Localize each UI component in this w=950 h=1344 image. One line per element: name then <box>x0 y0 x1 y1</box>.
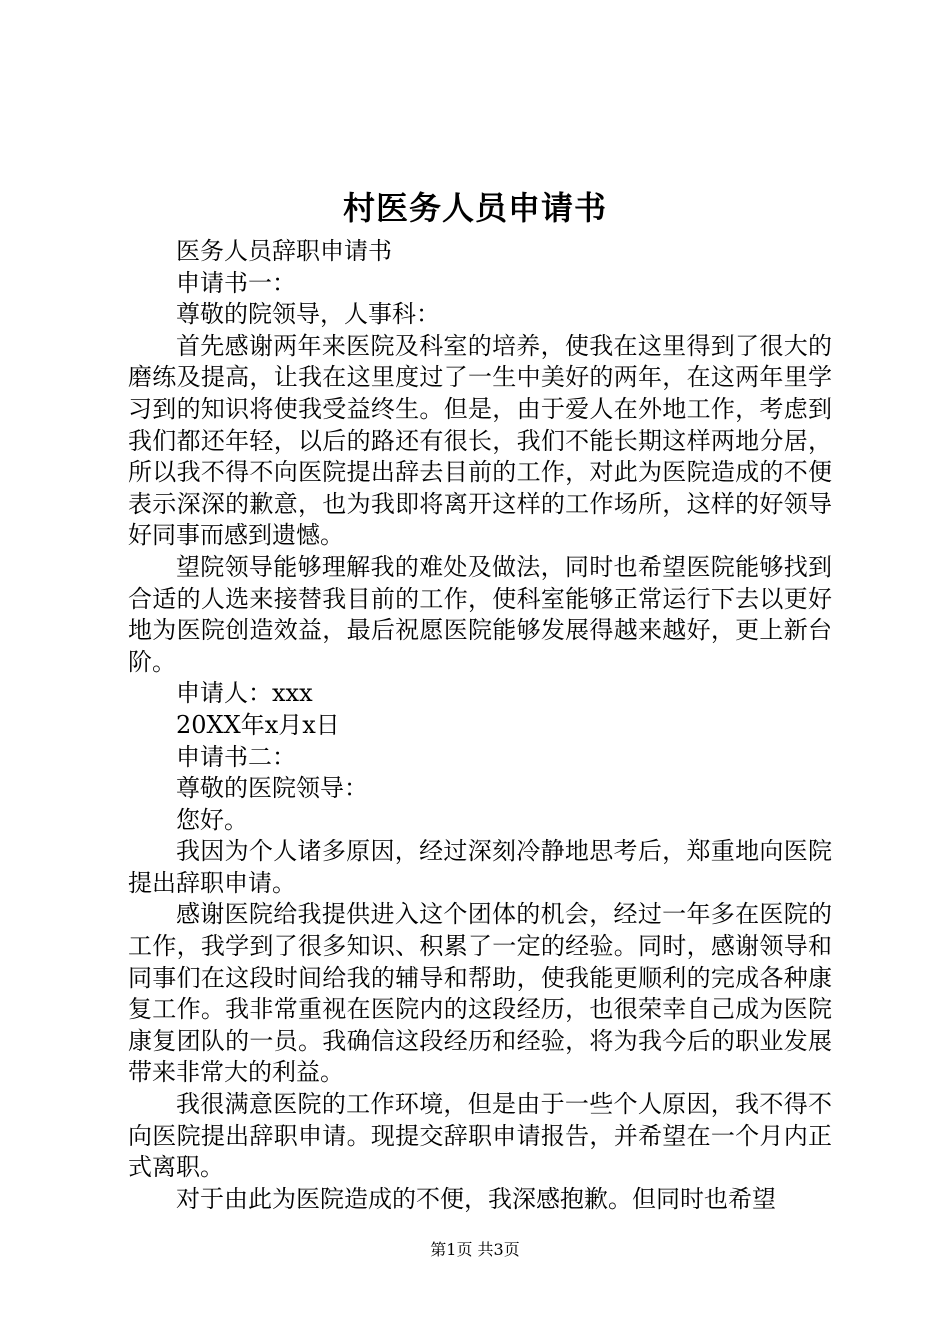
paragraph-salutation-one: 尊敬的院领导，人事科： <box>176 300 440 329</box>
paragraph-date: 20XX年x月x日 <box>176 710 340 739</box>
paragraph-body: 我很满意医院的工作环境，但是由于一些个人原因，我不得不向医院提出辞职申请。现提交辞职申请报告，并希望在一个月内正式离职。 <box>128 1090 832 1182</box>
document-title: 村医务人员申请书 <box>342 189 607 227</box>
paragraph-subtitle: 医务人员辞职申请书 <box>176 237 392 265</box>
page-footer: 第1页 共3页 <box>430 1240 520 1259</box>
paragraph-letter-two-heading: 申请书二： <box>176 742 296 771</box>
paragraph-body: 我因为个人诸多原因，经过深刻冷静地思考后，郑重地向医院提出辞职申请。 <box>128 837 832 897</box>
paragraph-body: 感谢医院给我提供进入这个团体的机会，经过一年多在医院的工作，我学到了很多知识、积累了一定的经验。同时，感谢领导和同事们在这段时间给我的辅导和帮助，使我能更顺利的完成各种康复工作。我非常重视在医院内的这段经历，也很荣幸自己成为医院康复团队的一员。我确信这段经历和经验，将为我今后的职业发展带来非常大的利益。 <box>128 900 832 1087</box>
paragraph-body: 望院领导能够理解我的难处及做法，同时也希望医院能够找到合适的人选来接替我目前的工作，使科室能够正常运行下去以更好地为医院创造效益，最后祝愿医院能够发展得越来越好，更上新台阶。 <box>128 552 832 676</box>
document-body <box>128 236 832 1215</box>
paragraph-body: 对于由此为医院造成的不便，我深感抱歉。但同时也希望 <box>176 1184 776 1213</box>
paragraph-applicant: 申请人：xxx <box>176 679 313 708</box>
paragraph-body: 首先感谢两年来医院及科室的培养，使我在这里得到了很大的磨练及提高，让我在这里度过了一生中美好的两年，在这两年里学习到的知识将使我受益终生。但是，由于爱人在外地工作，考虑到我们都还年轻，以后的路还有很长，我们不能长期这样两地分居，所以我不得不向医院提出辞去目前的工作，对此为医院造成的不便表示深深的歉意，也为我即将离开这样的工作场所，这样的好领导好同事而感到遗憾。 <box>128 331 832 550</box>
paragraph-greeting: 您好。 <box>176 805 248 834</box>
paragraph-letter-one-heading: 申请书一： <box>176 268 296 297</box>
paragraph-salutation-two: 尊敬的医院领导： <box>176 774 368 803</box>
